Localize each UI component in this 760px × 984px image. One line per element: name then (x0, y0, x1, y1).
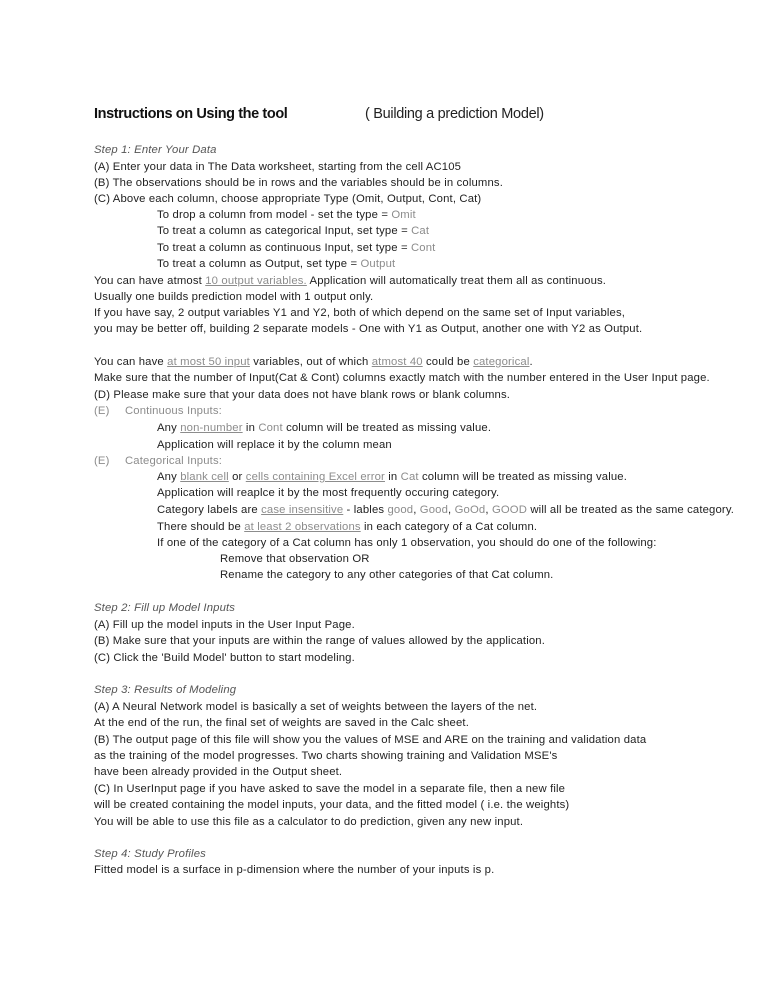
instructions-document (94, 0, 735, 984)
continuous-title: Continuous Inputs: (125, 405, 222, 417)
categorical-rule-7: Rename the category to any other categories of that Cat column. (220, 569, 554, 581)
excel-error-link: cells containing Excel error (245, 471, 385, 483)
categorical-inputs-heading (94, 454, 222, 469)
continuous-rule-2: Application will replace it by the column mean (157, 439, 392, 451)
match-inputs-line: Make sure that the number of Input(Cat & Cont) columns exactly match with the number entered in the User Input page. (94, 372, 710, 384)
type-omit-line (157, 208, 416, 223)
cont-rule-mid: in (242, 422, 259, 434)
continuous-label: (E) (94, 405, 110, 417)
type-omit-text: To drop a column from model - set the type = (157, 209, 392, 221)
cat-rule1-pre: Any (157, 471, 181, 483)
type-output-line (157, 257, 395, 272)
cat-rule4-post: in each category of a Cat column. (360, 521, 538, 533)
categorical-rule-1 (157, 470, 627, 485)
max-output-post: Application will automatically treat them all as continuous. (306, 275, 607, 287)
step3-item-b-cont: as the training of the model progresses. Two charts showing training and Validation MSE's (94, 750, 558, 762)
step1-item-c: (C) Above each column, choose appropriate Type (Omit, Output, Cont, Cat) (94, 193, 482, 205)
categorical-rule-3 (157, 503, 734, 518)
type-cat-value: Cat (411, 225, 430, 237)
step1-heading: Step 1: Enter Your Data (94, 144, 217, 156)
step1-item-a: (A) Enter your data in The Data worksheet, starting from the cell AC105 (94, 161, 462, 173)
max-categorical-link: atmost 40 (371, 356, 423, 368)
max-inputs-mid1: variables, out of which (249, 356, 372, 368)
step2-item-a: (A) Fill up the model inputs in the User Input Page. (94, 619, 355, 631)
step2-item-c: (C) Click the 'Build Model' button to start modeling. (94, 652, 355, 664)
label-example-4: GOOD (491, 504, 528, 516)
step1-item-d: (D) Please make sure that your data does not have blank rows or blank columns. (94, 389, 511, 401)
max-output-pre: You can have atmost (94, 275, 206, 287)
max-inputs-link: at most 50 input (167, 356, 250, 368)
max-inputs-post: . (529, 356, 533, 368)
step4-heading: Step 4: Study Profiles (94, 848, 206, 860)
step3-item-c: (C) In UserInput page if you have asked to save the model in a separate file, then a new file (94, 783, 566, 795)
cont-rule-post: column will be treated as missing value. (282, 422, 492, 434)
label-sep-1: , (413, 504, 420, 516)
max-output-link: 10 output variables. (205, 275, 307, 287)
type-cont-value: Cont (410, 242, 436, 254)
type-cat-line (157, 224, 429, 239)
cat-rule1-value: Cat (400, 471, 419, 483)
min-observations-link: at least 2 observations (244, 521, 361, 533)
non-number-link: non-number (180, 422, 243, 434)
step3-item-c-cont: will be created containing the model inputs, your data, and the fitted model ( i.e. the weights) (94, 799, 570, 811)
blank-cell-link: blank cell (180, 471, 229, 483)
step3-heading: Step 3: Results of Modeling (94, 684, 237, 696)
title-row (94, 105, 544, 123)
categorical-rule-5: If one of the category of a Cat column has only 1 observation, you should do one of the following: (157, 537, 657, 549)
max-inputs-pre: You can have (94, 356, 168, 368)
usually-line: Usually one builds prediction model with 1 output only. (94, 291, 374, 303)
step3-item-a: (A) A Neural Network model is basically a set of weights between the layers of the net. (94, 701, 538, 713)
continuous-rule-1 (157, 421, 491, 436)
type-cont-text: To treat a column as continuous Input, set type = (157, 242, 411, 254)
step3-item-b: (B) The output page of this file will show you the values of MSE and ARE on the training and validation data (94, 734, 647, 746)
two-outputs-line: If you have say, 2 output variables Y1 and Y2, both of which depend on the same set of Input variables, (94, 307, 626, 319)
cat-rule1-post: column will be treated as missing value. (418, 471, 628, 483)
label-sep-2: , (448, 504, 455, 516)
step3-item-b-cont2: have been already provided in the Output sheet. (94, 766, 343, 778)
categorical-label: (E) (94, 455, 110, 467)
label-example-3: GoOd (454, 504, 486, 516)
cat-rule3-pre: Category labels are (157, 504, 262, 516)
case-insensitive-link: case insensitive (261, 504, 344, 516)
categorical-link: categorical (473, 356, 530, 368)
cat-rule4-pre: There should be (157, 521, 245, 533)
step4-line-1: Fitted model is a surface in p-dimension where the number of your inputs is p. (94, 864, 495, 876)
type-output-value: Output (360, 258, 396, 270)
categorical-rule-2: Application will reaplce it by the most frequently occuring category. (157, 487, 500, 499)
max-inputs-mid2: could be (422, 356, 474, 368)
label-example-1: good (387, 504, 414, 516)
categorical-title: Categorical Inputs: (125, 455, 223, 467)
type-output-text: To treat a column as Output, set type = (157, 258, 361, 270)
continuous-inputs-heading (94, 404, 222, 419)
cat-rule3-post: will all be treated as the same category. (527, 504, 735, 516)
max-output-line (94, 274, 606, 289)
label-example-2: Good (419, 504, 449, 516)
cat-rule3-mid: - lables (343, 504, 388, 516)
step3-item-c-cont2: You will be able to use this file as a calculator to do prediction, given any new input. (94, 816, 524, 828)
cat-rule1-mid2: in (384, 471, 401, 483)
step2-item-b: (B) Make sure that your inputs are within the range of values allowed by the application. (94, 635, 546, 647)
page-subtitle: ( Building a prediction Model) (365, 106, 544, 122)
type-omit-value: Omit (391, 209, 416, 221)
step3-item-a-cont: At the end of the run, the final set of weights are saved in the Calc sheet. (94, 717, 470, 729)
categorical-rule-4 (157, 520, 537, 535)
label-sep-3: , (485, 504, 492, 516)
cat-rule1-mid1: or (228, 471, 246, 483)
cont-rule-pre: Any (157, 422, 181, 434)
step2-heading: Step 2: Fill up Model Inputs (94, 602, 236, 614)
categorical-rule-6: Remove that observation OR (220, 553, 370, 565)
separate-models-line: you may be better off, building 2 separate models - One with Y1 as Output, another one with Y2 as Output. (94, 323, 643, 335)
max-inputs-line (94, 355, 533, 370)
step1-item-b: (B) The observations should be in rows and the variables should be in columns. (94, 177, 503, 189)
cont-rule-value: Cont (258, 422, 283, 434)
type-cont-line (157, 241, 435, 256)
page-title: Instructions on Using the tool (94, 106, 288, 122)
type-cat-text: To treat a column as categorical Input, set type = (157, 225, 412, 237)
